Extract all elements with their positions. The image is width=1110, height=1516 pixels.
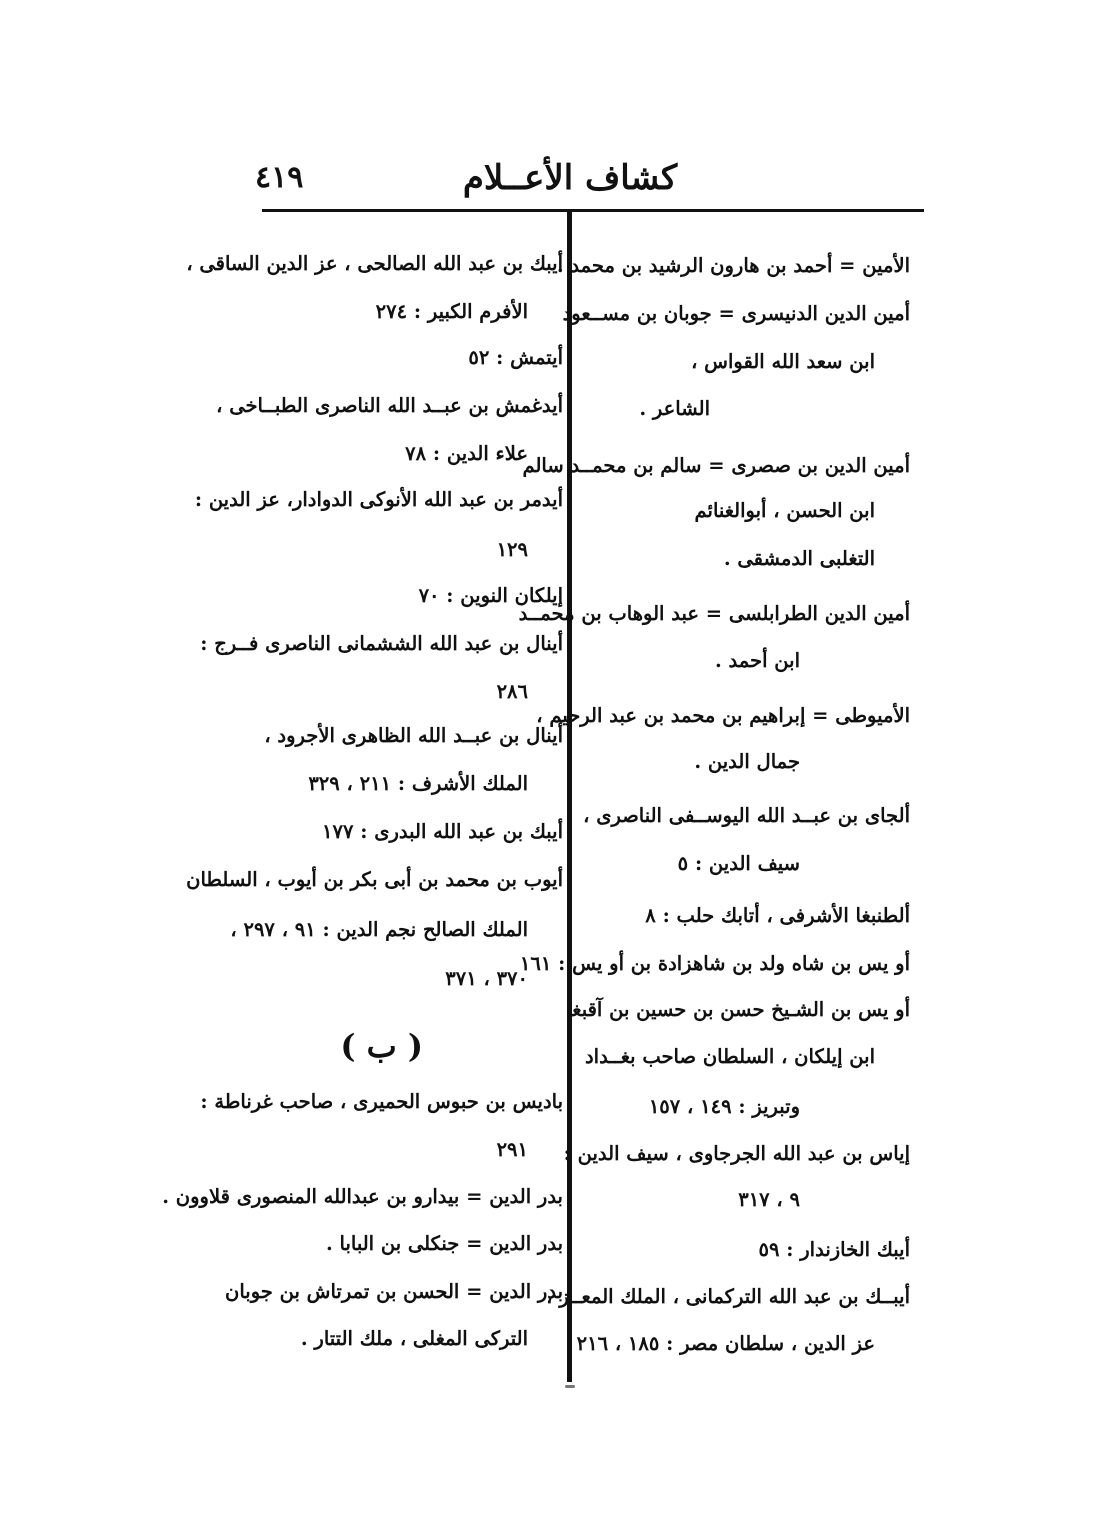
- index-entry-line: جمال الدين .: [694, 750, 800, 773]
- index-entry-line: ٣٧٠ ، ٣٧١: [445, 967, 528, 990]
- page-number: ٤١٩: [255, 160, 304, 195]
- index-entry-line: ابن أحمد .: [714, 649, 800, 672]
- index-entry-line: أيبك بن عبد الله البدرى : ١٧٧: [322, 820, 563, 843]
- index-entry-line: سيف الدين : ٥: [677, 852, 800, 875]
- index-entry-line: ألطنبغا الأشرفى ، أتابك حلب : ٨: [645, 904, 910, 927]
- index-entry-line: أو يس بن شاه ولد بن شاهزادة بن أو يس : ١٦١: [519, 952, 910, 975]
- print-speck: [565, 1385, 575, 1388]
- index-entry-line: أيدغمش بن عبــد الله الناصرى الطبــاخى ،: [216, 394, 563, 417]
- index-entry-line: ابن إيلكان ، السلطان صاحب بغــداد: [584, 1045, 875, 1068]
- index-entry-line: أمين الدين الطرابلسى = عبد الوهاب بن محمــد: [518, 602, 910, 625]
- index-entry-line: الأفرم الكبير : ٢٧٤: [375, 300, 528, 323]
- index-entry-line: بدر الدين = بيدارو بن عبدالله المنصورى قلاوون .: [162, 1185, 563, 1208]
- column-divider: [567, 212, 572, 1382]
- index-entry-line: بدر الدين = الحسن بن تمرتاش بن جوبان: [225, 1280, 563, 1303]
- index-entry-line: أو يس بن الشـيخ حسن بن حسين بن آقبغا: [566, 998, 910, 1021]
- index-entry-line: أمين الدين الدنيسرى = جوبان بن مســعود: [562, 302, 910, 325]
- header-rule: [262, 209, 924, 212]
- index-entry-line: أيدمر بن عبد الله الأنوكى الدوادار، عز الدين :: [194, 488, 563, 511]
- index-entry-line: التركى المغلى ، ملك التتار .: [300, 1327, 528, 1350]
- index-entry-line: عز الدين ، سلطان مصر : ١٨٥ ، ٢١٦: [576, 1332, 875, 1355]
- index-entry-line: أيوب بن محمد بن أبى بكر بن أيوب ، السلطان: [186, 868, 563, 891]
- index-entry-line: ابن الحسن ، أبوالغنائم: [694, 499, 875, 522]
- index-entry-line: أيبك الخازندار : ٥٩: [758, 1238, 910, 1261]
- index-entry-line: أمين الدين بن صصرى = سالم بن محمــد سالم: [522, 454, 910, 477]
- index-entry-line: الأميوطى = إبراهيم بن محمد بن عبد الرحيم ،: [536, 704, 910, 727]
- index-entry-line: الملك الصالح نجم الدين : ٩١ ، ٢٩٧ ،: [230, 918, 528, 941]
- index-entry-line: إياس بن عبد الله الجرجاوى ، سيف الدين :: [563, 1142, 910, 1165]
- section-heading: ( ب ): [340, 1027, 423, 1065]
- index-entry-line: الملك الأشرف : ٢١١ ، ٣٢٩: [308, 772, 528, 795]
- index-entry-line: ألجاى بن عبــد الله اليوســفى الناصرى ،: [583, 804, 910, 827]
- index-entry-line: الشاعر .: [639, 397, 710, 420]
- index-entry-line: وتبريز : ١٤٩ ، ١٥٧: [648, 1095, 800, 1118]
- index-entry-line: الأمين = أحمد بن هارون الرشيد بن محمد .: [556, 254, 910, 277]
- index-entry-line: أيبــك بن عبد الله التركمانى ، الملك المعــز ،: [546, 1285, 910, 1308]
- index-entry-line: باديس بن حبوس الحميرى ، صاحب غرناطة :: [200, 1090, 563, 1113]
- index-entry-line: ٩ ، ٣١٧: [738, 1188, 800, 1211]
- index-entry-line: علاء الدين : ٧٨: [405, 442, 528, 465]
- index-entry-line: التغلبى الدمشقى .: [723, 547, 875, 570]
- page-title: كشاف الأعــلام: [462, 158, 678, 198]
- index-entry-line: ٢٩١: [496, 1138, 528, 1161]
- index-entry-line: أينال بن عبد الله الششمانى الناصرى فــرج :: [200, 632, 563, 655]
- index-entry-line: بدر الدين = جنكلى بن البابا .: [325, 1232, 563, 1255]
- index-entry-line: أيبك بن عبد الله الصالحى ، عز الدين الساقى ،: [186, 252, 563, 275]
- index-entry-line: أينال بن عبــد الله الظاهرى الأجرود ،: [264, 724, 563, 747]
- index-entry-line: ١٢٩: [496, 538, 528, 561]
- index-entry-line: إيلكان النوين : ٧٠: [418, 584, 563, 607]
- index-entry-line: ٢٨٦: [496, 680, 528, 703]
- index-entry-line: ابن سعد الله القواس ،: [691, 350, 875, 373]
- index-entry-line: أيتمش : ٥٢: [468, 346, 563, 369]
